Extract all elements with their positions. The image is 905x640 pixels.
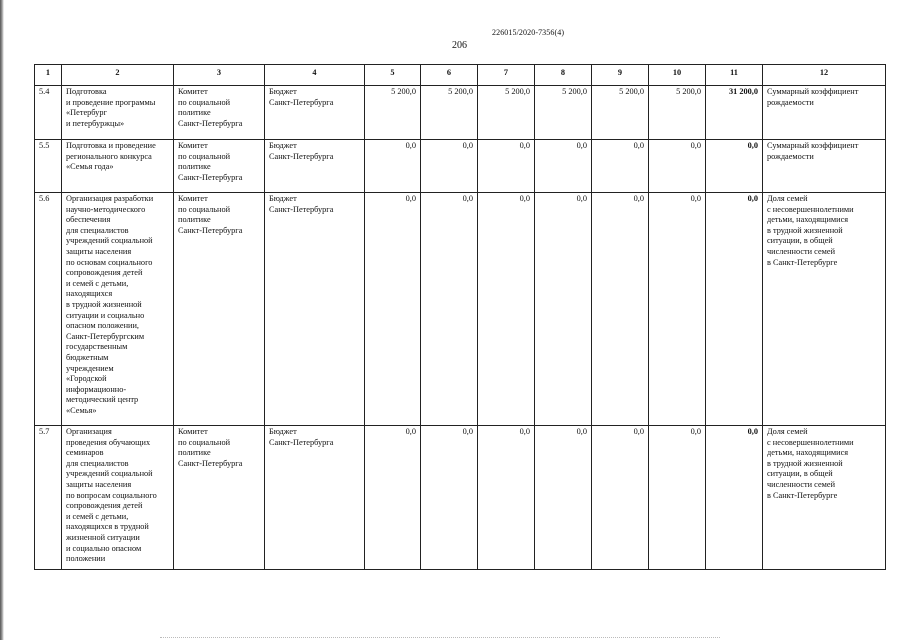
row-indicator: Суммарный коэффициент рождаемости: [763, 86, 886, 140]
row-value: 5 200,0: [649, 86, 706, 140]
row-total: 0,0: [706, 426, 763, 570]
row-indicator: Доля семей с несовершеннолетними детьми, находящимися в трудной жизненной ситуации, в общей численности семей в Санкт-Петербурге: [763, 193, 886, 426]
row-executor: Комитет по социальной политике Санкт-Петербурга: [174, 86, 265, 140]
row-id: 5.7: [35, 426, 62, 570]
col-header: 7: [478, 65, 535, 86]
row-value: 0,0: [649, 426, 706, 570]
col-header: 10: [649, 65, 706, 86]
col-header: 8: [535, 65, 592, 86]
col-header: 2: [62, 65, 174, 86]
row-total: 0,0: [706, 140, 763, 193]
row-executor: Комитет по социальной политике Санкт-Петербурга: [174, 193, 265, 426]
row-value: 0,0: [649, 140, 706, 193]
row-value: 0,0: [535, 193, 592, 426]
table-row: [35, 140, 886, 193]
row-source: Бюджет Санкт-Петербурга: [265, 426, 365, 570]
row-id: 5.6: [35, 193, 62, 426]
row-total: 31 200,0: [706, 86, 763, 140]
row-id: 5.4: [35, 86, 62, 140]
row-value: 0,0: [592, 193, 649, 426]
row-value: 5 200,0: [421, 86, 478, 140]
program-table: [34, 64, 886, 570]
row-value: 0,0: [365, 140, 421, 193]
row-total: 0,0: [706, 193, 763, 426]
document-id: 226015/2020-7356(4): [492, 28, 565, 37]
row-source: Бюджет Санкт-Петербурга: [265, 140, 365, 193]
table-row: [35, 426, 886, 570]
row-value: 0,0: [535, 140, 592, 193]
row-name: Организация разработки научно-методического обеспечения для специалистов учреждений социальной защиты населения по основам социального сопровождения детей и семей с детьми, находящихся в трудной жизненной ситуации и социально опасном положении, Санкт-Петербургским государственным бюджетным учреждением «Городской информационно- методический центр «Семья»: [62, 193, 174, 426]
row-executor: Комитет по социальной политике Санкт-Петербурга: [174, 140, 265, 193]
col-header: 11: [706, 65, 763, 86]
row-value: 5 200,0: [535, 86, 592, 140]
row-value: 0,0: [421, 426, 478, 570]
row-value: 0,0: [421, 140, 478, 193]
row-value: 0,0: [535, 426, 592, 570]
col-header: 12: [763, 65, 886, 86]
col-header: 4: [265, 65, 365, 86]
row-value: 0,0: [365, 193, 421, 426]
row-source: Бюджет Санкт-Петербурга: [265, 86, 365, 140]
page-number: 206: [452, 40, 467, 51]
row-name: Подготовка и проведение регионального конкурса «Семья года»: [62, 140, 174, 193]
row-indicator: Доля семей с несовершеннолетними детьми, находящимися в трудной жизненной ситуации, в общей численности семей в Санкт-Петербурге: [763, 426, 886, 570]
table-row: [35, 193, 886, 426]
row-id: 5.5: [35, 140, 62, 193]
col-header: 1: [35, 65, 62, 86]
row-value: 0,0: [478, 426, 535, 570]
row-value: 0,0: [365, 426, 421, 570]
col-header: 5: [365, 65, 421, 86]
row-indicator: Суммарный коэффициент рождаемости: [763, 140, 886, 193]
row-value: 0,0: [592, 140, 649, 193]
row-value: 0,0: [649, 193, 706, 426]
row-value: 0,0: [478, 140, 535, 193]
row-executor: Комитет по социальной политике Санкт-Петербурга: [174, 426, 265, 570]
col-header: 9: [592, 65, 649, 86]
row-source: Бюджет Санкт-Петербурга: [265, 193, 365, 426]
row-value: 5 200,0: [592, 86, 649, 140]
scan-noise: [160, 633, 720, 638]
header-row: [35, 65, 886, 86]
col-header: 3: [174, 65, 265, 86]
row-name: Подготовка и проведение программы «Петербург и петербуржцы»: [62, 86, 174, 140]
row-value: 5 200,0: [478, 86, 535, 140]
table-row: [35, 86, 886, 140]
col-header: 6: [421, 65, 478, 86]
row-value: 0,0: [421, 193, 478, 426]
row-value: 0,0: [478, 193, 535, 426]
row-name: Организация проведения обучающих семинаров для специалистов учреждений социальной защиты населения по вопросам социального сопровождения детей и семей с детьми, находящихся в трудной жизненной ситуации и социально опасном положении: [62, 426, 174, 570]
scan-edge: [0, 0, 4, 640]
row-value: 5 200,0: [365, 86, 421, 140]
row-value: 0,0: [592, 426, 649, 570]
